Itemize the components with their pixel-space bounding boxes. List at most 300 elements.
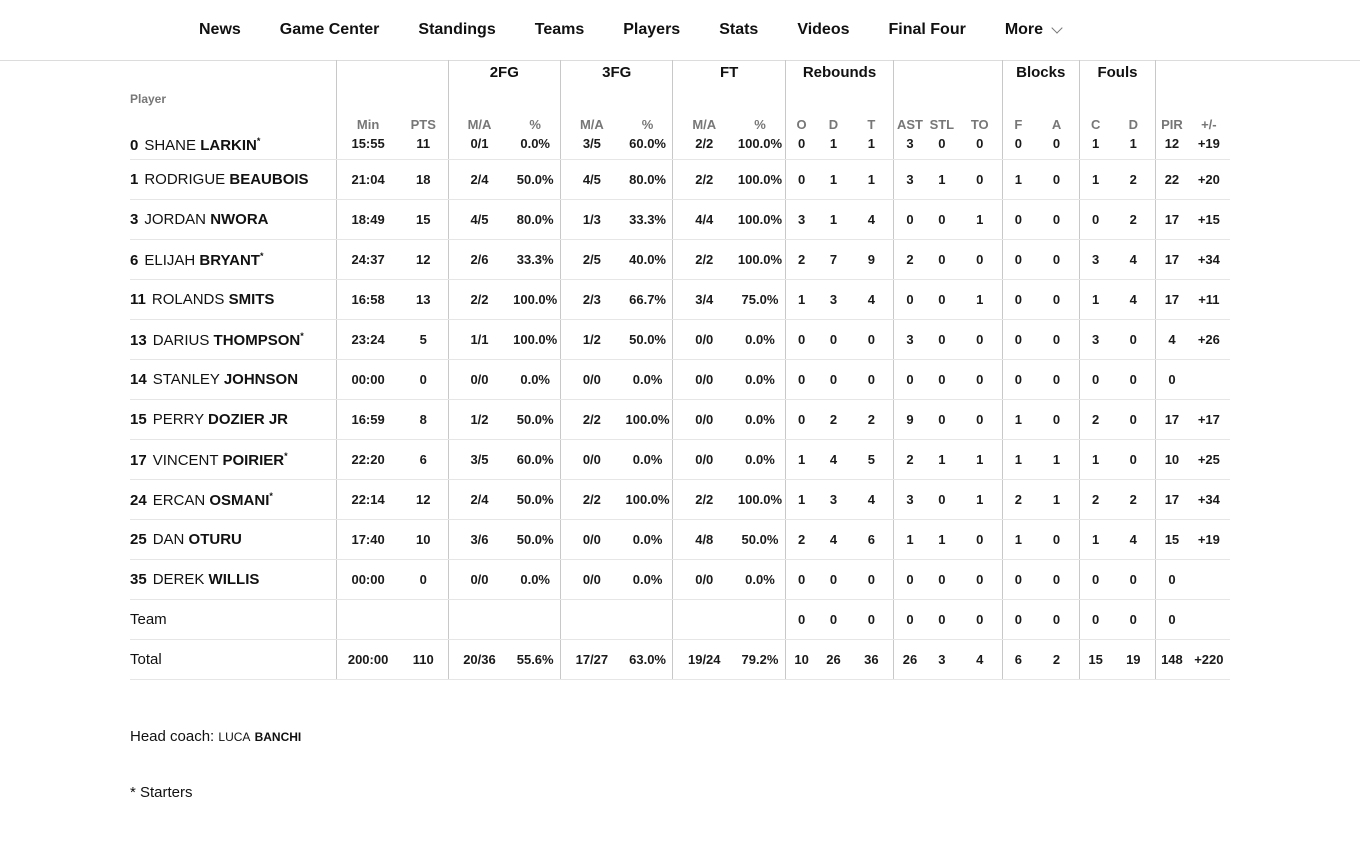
stat-pm: +26 bbox=[1188, 320, 1230, 360]
stat-stl: 0 bbox=[926, 240, 958, 280]
starter-marker: * bbox=[259, 250, 264, 261]
nav-item-stats[interactable]: Stats bbox=[719, 21, 759, 38]
player-number: 6 bbox=[130, 251, 139, 269]
group-header-3fg: 3FG bbox=[561, 60, 673, 84]
stat-t: 6 bbox=[850, 520, 894, 560]
stat-pm: +15 bbox=[1188, 200, 1230, 240]
player-cell[interactable] bbox=[130, 440, 337, 480]
stat-bf: 1 bbox=[1002, 520, 1034, 560]
nav-item-news[interactable]: News bbox=[199, 21, 241, 38]
stat-pir: 0 bbox=[1156, 560, 1188, 600]
player-first-name: SHANE bbox=[144, 137, 197, 154]
stat-pts: 15 bbox=[399, 200, 448, 240]
col-header-to[interactable]: TO bbox=[970, 117, 989, 132]
stat-pir: 12 bbox=[1156, 136, 1188, 160]
player-row[interactable] bbox=[130, 480, 1230, 520]
stat-fd: 0 bbox=[1111, 320, 1155, 360]
stat-ba: 0 bbox=[1034, 136, 1079, 160]
stat-fc: 0 bbox=[1079, 600, 1111, 640]
stat-pts: 110 bbox=[399, 640, 448, 680]
stat-t: 5 bbox=[850, 440, 894, 480]
stat-fd: 0 bbox=[1111, 600, 1155, 640]
player-number: 24 bbox=[130, 491, 147, 509]
player-cell[interactable] bbox=[130, 160, 337, 200]
stat-stl: 0 bbox=[926, 320, 958, 360]
stat-stl: 0 bbox=[926, 200, 958, 240]
stat-d: 2 bbox=[817, 400, 849, 440]
stat-stl: 1 bbox=[926, 160, 958, 200]
nav-item-final-four[interactable]: Final Four bbox=[888, 21, 966, 38]
stat-fd: 4 bbox=[1111, 520, 1155, 560]
stat-o: 0 bbox=[785, 160, 817, 200]
player-row[interactable] bbox=[130, 400, 1230, 440]
stat-fc: 3 bbox=[1079, 320, 1111, 360]
stat-fc: 0 bbox=[1079, 200, 1111, 240]
stat-pir: 4 bbox=[1156, 320, 1188, 360]
stat-fg3: 17/27 bbox=[561, 640, 623, 680]
stat-fg2p: 60.0% bbox=[510, 440, 560, 480]
player-last-name: OTURU bbox=[188, 531, 242, 548]
player-number: 14 bbox=[130, 371, 147, 388]
stat-t: 0 bbox=[850, 600, 894, 640]
player-row[interactable] bbox=[130, 200, 1230, 240]
head-coach-first-name: LUCA bbox=[218, 730, 251, 744]
stat-t: 4 bbox=[850, 200, 894, 240]
stat-min: 00:00 bbox=[337, 360, 399, 400]
stat-min: 18:49 bbox=[337, 200, 399, 240]
stat-fg3p: 50.0% bbox=[623, 320, 673, 360]
stat-ftp: 0.0% bbox=[735, 400, 785, 440]
player-row[interactable] bbox=[130, 360, 1230, 400]
stat-ft: 0/0 bbox=[673, 440, 735, 480]
stat-fg3: 0/0 bbox=[561, 520, 623, 560]
stat-to: 1 bbox=[958, 440, 1002, 480]
player-last-name: NWORA bbox=[210, 211, 269, 228]
player-cell[interactable] bbox=[130, 200, 337, 240]
col-header-foul-c[interactable]: C bbox=[1079, 84, 1111, 136]
player-first-name: PERRY bbox=[152, 411, 204, 428]
player-number: 3 bbox=[130, 211, 139, 228]
stat-to: 0 bbox=[958, 520, 1002, 560]
stat-to: 0 bbox=[958, 560, 1002, 600]
stat-to: 1 bbox=[958, 200, 1002, 240]
nav-menu bbox=[199, 0, 1100, 60]
stat-to: 0 bbox=[958, 400, 1002, 440]
stat-fg2p: 33.3% bbox=[510, 240, 560, 280]
group-header-empty bbox=[1156, 60, 1230, 84]
stat-ba: 0 bbox=[1034, 520, 1079, 560]
col-header-plus-minus[interactable]: +/- bbox=[1201, 117, 1217, 132]
team-row-label: Team bbox=[130, 600, 337, 640]
player-cell[interactable] bbox=[130, 280, 337, 320]
stat-to: 4 bbox=[958, 640, 1002, 680]
player-cell[interactable] bbox=[130, 136, 337, 160]
stat-pts: 5 bbox=[399, 320, 448, 360]
stat-fg2: 2/6 bbox=[448, 240, 510, 280]
stat-fg2p: 55.6% bbox=[510, 640, 560, 680]
stat-o: 2 bbox=[785, 520, 817, 560]
stat-fd: 0 bbox=[1111, 560, 1155, 600]
stat-fg3p: 0.0% bbox=[623, 520, 673, 560]
stat-pm bbox=[1188, 560, 1230, 600]
stat-t: 1 bbox=[850, 160, 894, 200]
player-row[interactable] bbox=[130, 520, 1230, 560]
stat-stl: 0 bbox=[926, 600, 958, 640]
team-row bbox=[130, 600, 1230, 640]
stat-fg2: 20/36 bbox=[448, 640, 510, 680]
stat-pir: 148 bbox=[1156, 640, 1188, 680]
stat-min: 24:37 bbox=[337, 240, 399, 280]
stat-min: 21:04 bbox=[337, 160, 399, 200]
stat-d: 1 bbox=[817, 160, 849, 200]
stat-fg2: 4/5 bbox=[448, 200, 510, 240]
player-first-name: JORDAN bbox=[144, 211, 207, 228]
stat-pts: 12 bbox=[399, 480, 448, 520]
stat-ft: 4/4 bbox=[673, 200, 735, 240]
nav-item-players[interactable]: Players bbox=[623, 21, 681, 38]
stat-pir: 10 bbox=[1156, 440, 1188, 480]
col-header-reb-d[interactable]: D bbox=[828, 117, 839, 132]
stat-fg3p: 33.3% bbox=[623, 200, 673, 240]
stat-o: 2 bbox=[785, 240, 817, 280]
stat-to: 0 bbox=[958, 136, 1002, 160]
stat-ftp: 50.0% bbox=[735, 520, 785, 560]
stat-fg2p: 100.0% bbox=[510, 320, 560, 360]
stat-ba: 1 bbox=[1034, 480, 1079, 520]
player-last-name: POIRIER bbox=[222, 451, 285, 469]
stat-o: 0 bbox=[785, 136, 817, 160]
stat-pm: +34 bbox=[1188, 480, 1230, 520]
stat-bf: 0 bbox=[1002, 600, 1034, 640]
col-header-stl[interactable]: STL bbox=[929, 117, 955, 132]
starter-marker: * bbox=[269, 490, 273, 501]
player-cell[interactable] bbox=[130, 240, 337, 280]
stat-fg2p bbox=[510, 600, 560, 640]
stat-fc: 1 bbox=[1079, 160, 1111, 200]
stat-min: 23:24 bbox=[337, 320, 399, 360]
stat-min: 22:14 bbox=[337, 480, 399, 520]
stat-pm: +220 bbox=[1188, 640, 1230, 680]
col-header-reb-t[interactable]: T bbox=[867, 117, 876, 132]
stat-ast: 0 bbox=[894, 200, 926, 240]
player-number: 1 bbox=[130, 171, 139, 188]
stat-pm: +19 bbox=[1188, 520, 1230, 560]
stat-pm: +34 bbox=[1188, 240, 1230, 280]
stat-fg3: 3/5 bbox=[561, 136, 623, 160]
player-last-name: BEAUBOIS bbox=[229, 171, 309, 188]
stat-t: 2 bbox=[850, 400, 894, 440]
stat-d: 0 bbox=[817, 360, 849, 400]
col-header-2fg-pct[interactable]: % bbox=[529, 117, 541, 132]
stat-fg2p: 50.0% bbox=[510, 400, 560, 440]
stat-fg2p: 100.0% bbox=[510, 280, 560, 320]
stat-fg3: 2/5 bbox=[561, 240, 623, 280]
player-number: 25 bbox=[130, 531, 147, 548]
stat-fg3p: 40.0% bbox=[623, 240, 673, 280]
stat-to: 0 bbox=[958, 600, 1002, 640]
stat-pir: 0 bbox=[1156, 360, 1188, 400]
stat-t: 9 bbox=[850, 240, 894, 280]
stat-ast: 2 bbox=[894, 240, 926, 280]
stat-bf: 0 bbox=[1002, 136, 1034, 160]
stat-ast: 3 bbox=[894, 480, 926, 520]
stat-fg3: 2/3 bbox=[561, 280, 623, 320]
nav-item-more[interactable] bbox=[1005, 21, 1061, 39]
stat-fc: 1 bbox=[1079, 280, 1111, 320]
stat-ba: 0 bbox=[1034, 560, 1079, 600]
player-last-name: DOZIER JR bbox=[208, 411, 289, 428]
stat-fg3: 0/0 bbox=[561, 560, 623, 600]
col-header-min[interactable]: Min bbox=[337, 84, 399, 136]
stat-o: 1 bbox=[785, 480, 817, 520]
chevron-down-icon bbox=[1051, 22, 1062, 33]
col-header-pts[interactable]: PTS bbox=[410, 117, 436, 132]
player-number: 11 bbox=[130, 291, 146, 308]
stat-bf: 6 bbox=[1002, 640, 1034, 680]
col-header-reb-o[interactable]: O bbox=[785, 84, 817, 136]
box-score-table bbox=[130, 60, 1230, 680]
stat-fg2: 0/1 bbox=[448, 136, 510, 160]
stat-fc: 1 bbox=[1079, 136, 1111, 160]
stat-ft: 19/24 bbox=[673, 640, 735, 680]
stat-ftp: 79.2% bbox=[735, 640, 785, 680]
stat-ba: 0 bbox=[1034, 600, 1079, 640]
stat-fg3p: 0.0% bbox=[623, 440, 673, 480]
stat-fg2p: 50.0% bbox=[510, 160, 560, 200]
nav-item-videos[interactable]: Videos bbox=[797, 21, 850, 38]
stat-fg2: 3/6 bbox=[448, 520, 510, 560]
stat-fg3p: 63.0% bbox=[623, 640, 673, 680]
box-score bbox=[130, 60, 1230, 680]
player-cell[interactable] bbox=[130, 480, 337, 520]
stat-ba: 0 bbox=[1034, 240, 1079, 280]
player-last-name: BRYANT bbox=[199, 251, 260, 269]
stat-ft: 0/0 bbox=[673, 320, 735, 360]
nav-item-standings[interactable]: Standings bbox=[418, 21, 496, 38]
group-header-blocks: Blocks bbox=[1002, 60, 1079, 84]
stat-bf: 0 bbox=[1002, 560, 1034, 600]
player-last-name: SMITS bbox=[228, 291, 275, 308]
stat-pts: 13 bbox=[399, 280, 448, 320]
col-header-blk-a[interactable]: A bbox=[1051, 117, 1062, 132]
stat-ba: 1 bbox=[1034, 440, 1079, 480]
stat-pts: 0 bbox=[399, 560, 448, 600]
player-row[interactable] bbox=[130, 136, 1230, 160]
nav-item-game-center[interactable]: Game Center bbox=[279, 21, 380, 38]
stat-to: 0 bbox=[958, 360, 1002, 400]
stat-bf: 2 bbox=[1002, 480, 1034, 520]
stat-pm: +25 bbox=[1188, 440, 1230, 480]
top-navigation bbox=[0, 0, 1360, 61]
player-first-name: DARIUS bbox=[152, 331, 210, 349]
stat-ftp: 100.0% bbox=[735, 480, 785, 520]
stat-ast: 2 bbox=[894, 440, 926, 480]
stat-ftp: 0.0% bbox=[735, 360, 785, 400]
stat-fg2: 2/4 bbox=[448, 160, 510, 200]
stat-ba: 0 bbox=[1034, 360, 1079, 400]
player-first-name: STANLEY bbox=[152, 371, 220, 388]
col-header-player[interactable]: Player bbox=[130, 92, 167, 106]
stat-d: 7 bbox=[817, 240, 849, 280]
stat-ast: 3 bbox=[894, 320, 926, 360]
stat-t: 0 bbox=[850, 560, 894, 600]
stat-pm: +19 bbox=[1188, 136, 1230, 160]
stat-ba: 0 bbox=[1034, 400, 1079, 440]
stat-d: 26 bbox=[817, 640, 849, 680]
player-cell[interactable] bbox=[130, 520, 337, 560]
stat-min: 00:00 bbox=[337, 560, 399, 600]
player-cell[interactable] bbox=[130, 360, 337, 400]
stat-pts: 10 bbox=[399, 520, 448, 560]
stat-ba: 0 bbox=[1034, 280, 1079, 320]
stat-pir: 17 bbox=[1156, 200, 1188, 240]
stat-o: 10 bbox=[785, 640, 817, 680]
player-last-name: OSMANI bbox=[209, 491, 270, 509]
player-first-name: RODRIGUE bbox=[144, 171, 226, 188]
stat-stl: 1 bbox=[926, 520, 958, 560]
stat-fd: 2 bbox=[1111, 200, 1155, 240]
stat-ast: 3 bbox=[894, 136, 926, 160]
stat-pts: 0 bbox=[399, 360, 448, 400]
stat-o: 1 bbox=[785, 280, 817, 320]
stat-d: 0 bbox=[817, 560, 849, 600]
group-header-2fg: 2FG bbox=[448, 60, 560, 84]
player-number: 17 bbox=[130, 451, 147, 469]
stat-pts: 12 bbox=[399, 240, 448, 280]
col-header-2fg-ma[interactable]: M/A bbox=[448, 84, 510, 136]
player-number: 35 bbox=[130, 571, 147, 588]
stat-fg3: 0/0 bbox=[561, 440, 623, 480]
stat-stl: 0 bbox=[926, 280, 958, 320]
stat-pir: 17 bbox=[1156, 240, 1188, 280]
group-header-empty bbox=[894, 60, 1002, 84]
stat-fg3p: 0.0% bbox=[623, 560, 673, 600]
stat-ft: 2/2 bbox=[673, 480, 735, 520]
stat-ast: 9 bbox=[894, 400, 926, 440]
total-row bbox=[130, 640, 1230, 680]
player-first-name: DAN bbox=[152, 531, 185, 548]
stat-ba: 0 bbox=[1034, 160, 1079, 200]
stat-ft: 4/8 bbox=[673, 520, 735, 560]
stat-ast: 0 bbox=[894, 360, 926, 400]
stat-fd: 4 bbox=[1111, 280, 1155, 320]
stat-fc: 15 bbox=[1079, 640, 1111, 680]
stat-ast: 26 bbox=[894, 640, 926, 680]
stat-min: 22:20 bbox=[337, 440, 399, 480]
stat-ftp: 100.0% bbox=[735, 160, 785, 200]
stat-d: 4 bbox=[817, 440, 849, 480]
total-row-label: Total bbox=[130, 640, 337, 680]
starter-marker: * bbox=[284, 450, 288, 461]
stat-bf: 0 bbox=[1002, 240, 1034, 280]
col-header-foul-d[interactable]: D bbox=[1128, 117, 1138, 132]
group-header-rebounds: Rebounds bbox=[785, 60, 893, 84]
stat-min: 16:58 bbox=[337, 280, 399, 320]
col-header-ft-ma[interactable]: M/A bbox=[673, 84, 735, 136]
stat-ast: 0 bbox=[894, 560, 926, 600]
box-score-body bbox=[130, 136, 1230, 680]
stat-ftp: 100.0% bbox=[735, 240, 785, 280]
stat-ft: 2/2 bbox=[673, 240, 735, 280]
col-header-3fg-ma[interactable]: M/A bbox=[561, 84, 623, 136]
stat-t: 1 bbox=[850, 136, 894, 160]
player-cell[interactable] bbox=[130, 320, 337, 360]
player-first-name: ERCAN bbox=[152, 491, 206, 509]
stat-pm: +17 bbox=[1188, 400, 1230, 440]
player-first-name: ROLANDS bbox=[151, 291, 225, 308]
player-row[interactable] bbox=[130, 440, 1230, 480]
player-last-name: WILLIS bbox=[208, 571, 260, 588]
stat-fg3p: 0.0% bbox=[623, 360, 673, 400]
stat-fc: 0 bbox=[1079, 560, 1111, 600]
col-header-ft-pct[interactable]: % bbox=[754, 117, 766, 132]
player-cell[interactable] bbox=[130, 560, 337, 600]
player-row[interactable] bbox=[130, 240, 1230, 280]
stat-fg3: 4/5 bbox=[561, 160, 623, 200]
stat-pir: 15 bbox=[1156, 520, 1188, 560]
stat-fd: 0 bbox=[1111, 400, 1155, 440]
stat-ft bbox=[673, 600, 735, 640]
stat-pm bbox=[1188, 360, 1230, 400]
stat-to: 1 bbox=[958, 280, 1002, 320]
stat-stl: 0 bbox=[926, 360, 958, 400]
stat-fg3: 1/3 bbox=[561, 200, 623, 240]
stat-fg3: 1/2 bbox=[561, 320, 623, 360]
col-header-blk-f[interactable]: F bbox=[1002, 84, 1034, 136]
stat-bf: 1 bbox=[1002, 440, 1034, 480]
player-cell[interactable] bbox=[130, 400, 337, 440]
stat-fg2p: 0.0% bbox=[510, 560, 560, 600]
stat-pm bbox=[1188, 600, 1230, 640]
col-header-3fg-pct[interactable]: % bbox=[641, 117, 654, 132]
column-header-row bbox=[130, 84, 1230, 136]
nav-item-teams[interactable]: Teams bbox=[534, 21, 585, 38]
stat-o: 0 bbox=[785, 600, 817, 640]
stat-min: 17:40 bbox=[337, 520, 399, 560]
stat-stl: 3 bbox=[926, 640, 958, 680]
stat-ft: 2/2 bbox=[673, 136, 735, 160]
stat-t: 4 bbox=[850, 480, 894, 520]
player-row[interactable] bbox=[130, 320, 1230, 360]
stat-min: 15:55 bbox=[337, 136, 399, 160]
starters-note: * Starters bbox=[130, 784, 193, 801]
group-header-fouls: Fouls bbox=[1079, 60, 1155, 84]
stat-ftp: 0.0% bbox=[735, 320, 785, 360]
stat-fd: 0 bbox=[1111, 440, 1155, 480]
stat-stl: 0 bbox=[926, 560, 958, 600]
stat-ba: 0 bbox=[1034, 320, 1079, 360]
group-header-empty bbox=[130, 60, 337, 84]
stat-fg2: 3/5 bbox=[448, 440, 510, 480]
stat-d: 1 bbox=[817, 136, 849, 160]
stat-fg2 bbox=[448, 600, 510, 640]
player-row[interactable] bbox=[130, 280, 1230, 320]
stat-ast: 0 bbox=[894, 600, 926, 640]
player-row[interactable] bbox=[130, 560, 1230, 600]
col-header-pir[interactable]: PIR bbox=[1156, 84, 1188, 136]
col-header-ast[interactable]: AST bbox=[894, 84, 926, 136]
stat-bf: 1 bbox=[1002, 400, 1034, 440]
player-row[interactable] bbox=[130, 160, 1230, 200]
stat-stl: 0 bbox=[926, 400, 958, 440]
stat-fg3p: 80.0% bbox=[623, 160, 673, 200]
stat-fg2: 1/2 bbox=[448, 400, 510, 440]
stat-fg2: 2/2 bbox=[448, 280, 510, 320]
head-coach-label: Head coach: bbox=[130, 728, 219, 745]
stat-min: 200:00 bbox=[337, 640, 399, 680]
stat-d: 4 bbox=[817, 520, 849, 560]
stat-to: 0 bbox=[958, 320, 1002, 360]
